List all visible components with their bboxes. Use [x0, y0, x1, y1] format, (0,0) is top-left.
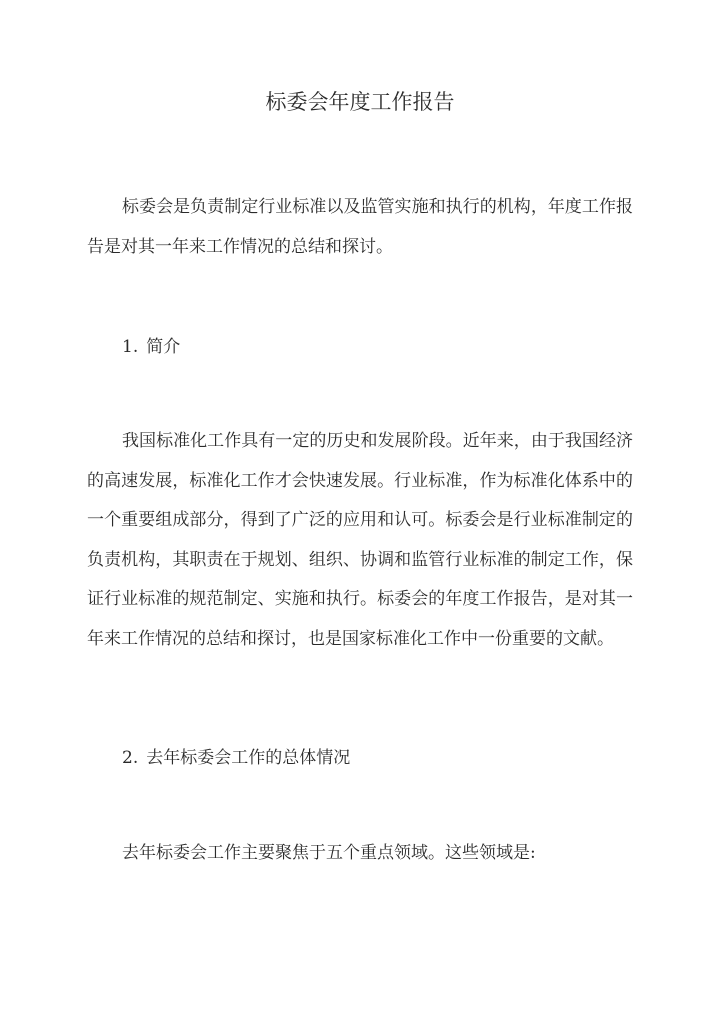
section-2-title: 去年标委会工作的总体情况 [146, 748, 351, 768]
section-1-title: 简介 [146, 337, 181, 357]
section-1-paragraph: 我国标准化工作具有一定的历史和发展阶段。近年来，由于我国经济的高速发展，标准化工作才会快速发展。行业标准，作为标准化体系中的一个重要组成部分，得到了广泛的应用和认可。标委会是行业标准制定的负责机构，其职责在于规划、组织、协调和监管行业标准的制定工作，保证行业标准的规范制定、实施和执行。标委会的年度工作报告，是对其一年来工作情况的总结和探讨，也是国家标准化工作中一份重要的文献。 [87, 431, 633, 649]
section-2-paragraph: 去年标委会工作主要聚焦于五个重点领域。这些领域是: [122, 843, 536, 863]
intro-paragraph: 标委会是负责制定行业标准以及监管实施和执行的机构，年度工作报告是对其一年来工作情况的总结和探讨。 [87, 197, 633, 257]
document-title: 标委会年度工作报告 [265, 90, 455, 114]
section-1-heading [122, 334, 180, 360]
section-2-number: 2. [122, 748, 139, 768]
section-2-heading [122, 745, 350, 771]
section-1-number: 1. [122, 337, 139, 357]
